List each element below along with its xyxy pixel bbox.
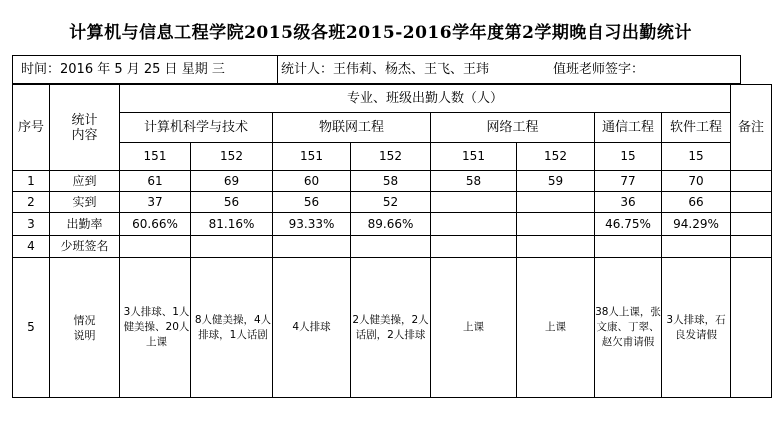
cell: 56 xyxy=(273,192,351,213)
class-header: 15 xyxy=(662,143,731,171)
attendance-table xyxy=(12,84,772,398)
note-cell: 8人健美操，4人排球，1人话剧 xyxy=(191,258,273,398)
cell: 77 xyxy=(595,171,662,192)
note-cell: 上课 xyxy=(517,258,595,398)
seq-header: 序号 xyxy=(13,85,50,171)
cell: 46.75% xyxy=(595,213,662,236)
teacher-sign-text: 值班老师签字： xyxy=(553,62,645,77)
stat-content-header: 统计 内容 xyxy=(50,85,120,171)
class-header: 152 xyxy=(191,143,273,171)
row-label: 情况 说明 xyxy=(50,258,120,398)
class-header: 151 xyxy=(120,143,191,171)
major-header: 网络工程 xyxy=(431,113,595,143)
cell: 52 xyxy=(351,192,431,213)
cell xyxy=(351,236,431,258)
major-header: 通信工程 xyxy=(595,113,662,143)
page-title: 计算机与信息工程学院2015级各班2015-2016学年度第2学期晚自习出勤统计 xyxy=(69,23,692,43)
stats-by-text: 统计人：王伟莉、杨杰、王飞、王玮 xyxy=(281,62,490,77)
cell: 60 xyxy=(273,171,351,192)
class-header: 15 xyxy=(595,143,662,171)
row-label: 应到 xyxy=(50,171,120,192)
row-seq: 4 xyxy=(13,236,50,258)
table-row xyxy=(13,236,772,258)
cell: 61 xyxy=(120,171,191,192)
cell: 81.16% xyxy=(191,213,273,236)
class-header: 152 xyxy=(351,143,431,171)
remark-cell xyxy=(731,171,772,192)
table-row xyxy=(13,192,772,213)
cell: 56 xyxy=(191,192,273,213)
major-header: 计算机科学与技术 xyxy=(120,113,273,143)
remark-header: 备注 xyxy=(731,85,772,171)
remark-cell xyxy=(731,213,772,236)
row-seq: 1 xyxy=(13,171,50,192)
note-cell: 4人排球 xyxy=(273,258,351,398)
remark-cell xyxy=(731,236,772,258)
cell: 58 xyxy=(431,171,517,192)
cell: 60.66% xyxy=(120,213,191,236)
cell xyxy=(517,213,595,236)
cell: 94.29% xyxy=(662,213,731,236)
cell xyxy=(662,236,731,258)
info-divider xyxy=(277,56,278,83)
cell: 89.66% xyxy=(351,213,431,236)
row-seq: 5 xyxy=(13,258,50,398)
note-cell: 2人健美操，2人话剧，2人排球 xyxy=(351,258,431,398)
note-cell: 3人排球，石良发请假 xyxy=(662,258,731,398)
cell xyxy=(120,236,191,258)
remark-cell xyxy=(731,192,772,213)
cell: 70 xyxy=(662,171,731,192)
date-text: 时间：2016 年 5 月 25 日 星期 三 xyxy=(21,62,225,77)
note-cell: 上课 xyxy=(431,258,517,398)
note-cell: 38人上课，张文康、丁翠、赵欠甫请假 xyxy=(595,258,662,398)
class-header: 151 xyxy=(431,143,517,171)
cell: 93.33% xyxy=(273,213,351,236)
class-header: 151 xyxy=(273,143,351,171)
cell: 59 xyxy=(517,171,595,192)
table-row xyxy=(13,213,772,236)
cell: 69 xyxy=(191,171,273,192)
cell xyxy=(431,192,517,213)
cell: 58 xyxy=(351,171,431,192)
group-header: 专业、班级出勤人数（人） xyxy=(120,85,731,113)
row-label: 出勤率 xyxy=(50,213,120,236)
major-header: 物联网工程 xyxy=(273,113,431,143)
row-seq: 2 xyxy=(13,192,50,213)
cell xyxy=(431,213,517,236)
major-header: 软件工程 xyxy=(662,113,731,143)
info-bar xyxy=(12,55,741,84)
cell xyxy=(517,192,595,213)
table-row xyxy=(13,171,772,192)
cell xyxy=(517,236,595,258)
row-seq: 3 xyxy=(13,213,50,236)
row-label: 少班签名 xyxy=(50,236,120,258)
row-label: 实到 xyxy=(50,192,120,213)
cell: 66 xyxy=(662,192,731,213)
notes-row xyxy=(13,258,772,398)
cell: 36 xyxy=(595,192,662,213)
cell: 37 xyxy=(120,192,191,213)
cell xyxy=(191,236,273,258)
cell xyxy=(595,236,662,258)
cell xyxy=(273,236,351,258)
cell xyxy=(431,236,517,258)
class-header: 152 xyxy=(517,143,595,171)
note-cell: 3人排球、1人健美操、20人上课 xyxy=(120,258,191,398)
remark-cell xyxy=(731,258,772,398)
